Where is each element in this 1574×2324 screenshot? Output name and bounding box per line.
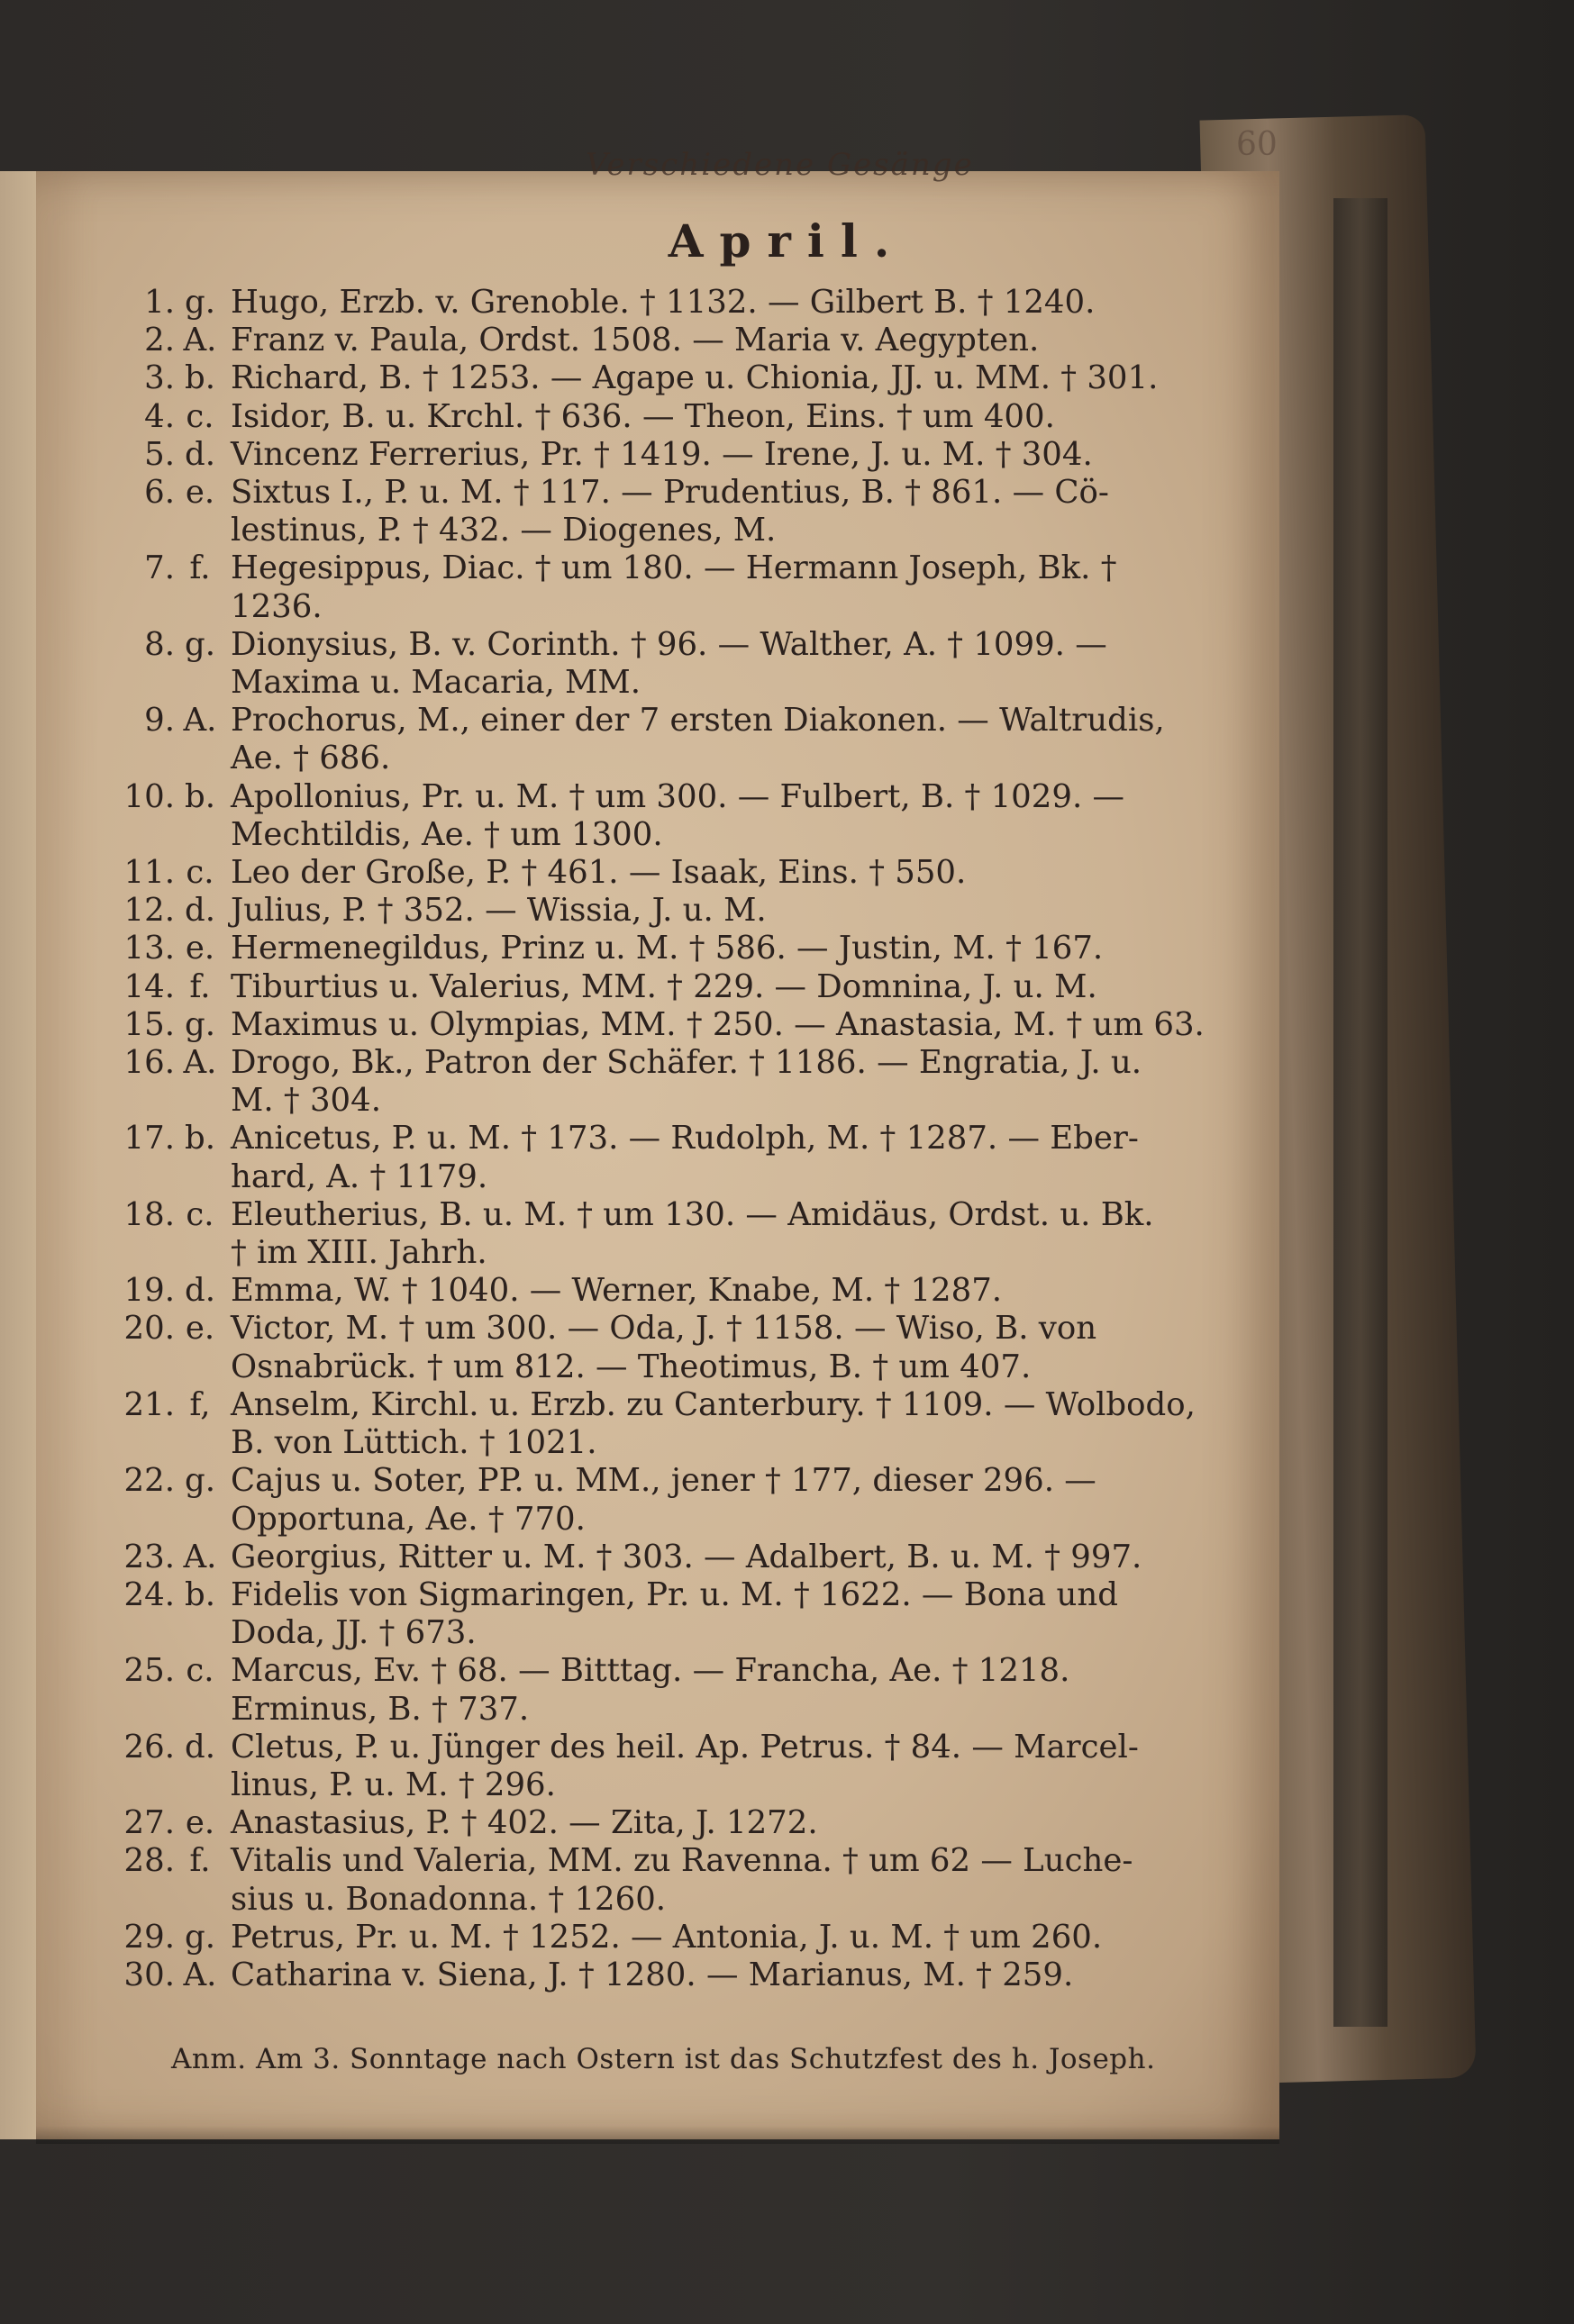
saints-text-line: Fidelis von Sigmaringen, Pr. u. M. † 1622. — Bona und	[231, 1575, 1118, 1613]
day-number: 7.	[144, 549, 175, 587]
saints-text-line: Doda, JJ. † 673.	[231, 1614, 477, 1652]
day-number: 10.	[123, 777, 175, 815]
calendar-entry	[106, 1006, 1233, 1044]
saints-text-line: Sixtus I., P. u. M. † 117. — Prudentius, B. † 861. — Cö-	[231, 474, 1109, 512]
saints-text	[231, 359, 1217, 397]
saints-text-line: Hegesippus, Diac. † um 180. — Hermann Joseph, Bk. † 1236.	[231, 549, 1117, 625]
calendar-entry	[106, 892, 1233, 930]
saints-text	[231, 1044, 1217, 1120]
day-number: 19.	[123, 1272, 175, 1310]
saints-text-line: Cajus u. Soter, PP. u. MM., jener † 177, dieser 296. —	[231, 1462, 1096, 1500]
saints-text-line: Maxima u. Macaria, MM.	[231, 664, 641, 702]
saints-text-line: hard, A. † 1179.	[231, 1157, 488, 1195]
saints-text	[231, 1956, 1217, 1994]
calendar-entry	[106, 359, 1233, 397]
saints-text	[231, 1386, 1217, 1462]
saints-text-line: Vincenz Ferrerius, Pr. † 1419. — Irene, J. u. M. † 304.	[231, 435, 1093, 473]
day-number: 12.	[123, 892, 175, 930]
day-number: 22.	[123, 1462, 175, 1500]
day-number: 3.	[144, 359, 175, 397]
calendar-entry	[106, 626, 1233, 702]
calendar-entry	[106, 474, 1233, 549]
saints-text-line: Franz v. Paula, Ordst. 1508. — Maria v. Aegypten.	[231, 322, 1040, 359]
calendar-entry	[106, 322, 1233, 359]
dominical-letter: c.	[186, 1195, 214, 1233]
saints-text	[231, 474, 1217, 549]
saints-text-line: Catharina v. Siena, J. † 1280. — Marianus, M. † 259.	[231, 1956, 1074, 1993]
dominical-letter: d.	[184, 435, 215, 473]
calendar-entry	[106, 398, 1233, 436]
saints-text-line: Emma, W. † 1040. — Werner, Knabe, M. † 1287.	[231, 1272, 1003, 1310]
day-number: 17.	[123, 1120, 175, 1157]
saints-text	[231, 854, 1217, 892]
calendar-entry	[106, 930, 1233, 967]
saints-text	[231, 968, 1217, 1006]
saints-text	[231, 322, 1217, 359]
saints-text-line: Marcus, Ev. † 68. — Bitttag. — Francha, Ae. † 1218.	[231, 1652, 1070, 1690]
dominical-letter: e.	[185, 1804, 215, 1842]
dominical-letter: e.	[185, 474, 215, 512]
calendar-entry	[106, 1729, 1233, 1804]
saints-text	[231, 1576, 1217, 1652]
day-number: 5.	[144, 435, 175, 473]
day-number: 15.	[123, 1005, 175, 1043]
dominical-letter: c.	[186, 397, 214, 435]
saints-text	[231, 1006, 1217, 1044]
dominical-letter: c.	[186, 1652, 214, 1690]
saints-text-line: † im XIII. Jahrh.	[231, 1234, 487, 1272]
calendar-entry	[106, 1956, 1233, 1994]
dominical-letter: e.	[185, 1310, 215, 1348]
day-number: 16.	[123, 1044, 175, 1082]
saints-text-line: Isidor, B. u. Krchl. † 636. — Theon, Eins. † um 400.	[231, 397, 1055, 435]
saints-text-line: Vitalis und Valeria, MM. zu Ravenna. † um 62 — Luche-	[231, 1842, 1133, 1880]
saints-text	[231, 702, 1217, 777]
day-number: 18.	[123, 1195, 175, 1233]
saints-text-line: B. von Lüttich. † 1021.	[231, 1424, 597, 1462]
dominical-letter: f.	[189, 967, 211, 1005]
day-number: 24.	[123, 1575, 175, 1613]
saints-text	[231, 1919, 1217, 1956]
saints-text	[231, 1120, 1217, 1195]
saints-text	[231, 1272, 1217, 1310]
dominical-letter: A.	[183, 1044, 217, 1082]
saints-text-line: Anicetus, P. u. M. † 173. — Rudolph, M. † 1287. — Eber-	[231, 1120, 1139, 1157]
calendar-entry	[106, 1310, 1233, 1385]
saints-text-line: Ae. † 686.	[231, 740, 391, 777]
calendar-entry	[106, 549, 1233, 625]
saints-text	[231, 1842, 1217, 1918]
dominical-letter: A.	[183, 1956, 217, 1993]
dominical-letter: d.	[184, 1728, 215, 1766]
saints-text-line: Tiburtius u. Valerius, MM. † 229. — Domnina, J. u. M.	[231, 967, 1097, 1005]
dominical-letter: g.	[184, 1918, 215, 1956]
saints-text	[231, 1539, 1217, 1576]
footnote: Anm. Am 3. Sonntage nach Ostern ist das Schutzfest des h. Joseph.	[171, 2043, 1156, 2075]
day-number: 11.	[123, 854, 175, 892]
saints-text	[231, 284, 1217, 322]
dominical-letter: f.	[189, 1842, 211, 1880]
calendar-entry	[106, 1462, 1233, 1538]
calendar-entry	[106, 968, 1233, 1006]
day-number: 9.	[144, 702, 175, 740]
day-number: 1.	[144, 284, 175, 321]
saints-text	[231, 1310, 1217, 1385]
calendar-entry	[106, 1272, 1233, 1310]
dominical-letter: b.	[184, 1120, 215, 1157]
saints-text-line: Julius, P. † 352. — Wissia, J. u. M.	[231, 892, 767, 930]
saints-text	[231, 778, 1217, 854]
day-number: 6.	[144, 474, 175, 512]
saints-text-line: Drogo, Bk., Patron der Schäfer. † 1186. — Engratia, J. u.	[231, 1044, 1142, 1082]
calendar-entry	[106, 1804, 1233, 1842]
calendar-entry	[106, 1919, 1233, 1956]
dominical-letter: f,	[189, 1385, 211, 1423]
saints-text-line: Richard, B. † 1253. — Agape u. Chionia, JJ. u. MM. † 301.	[231, 359, 1159, 397]
dominical-letter: g.	[184, 1462, 215, 1500]
calendar-entry	[106, 702, 1233, 777]
day-number: 13.	[123, 930, 175, 967]
day-number: 8.	[144, 625, 175, 663]
day-number: 30.	[123, 1956, 175, 1993]
dominical-letter: g.	[184, 625, 215, 663]
dominical-letter: A.	[183, 702, 217, 740]
saints-text-line: Cletus, P. u. Jünger des heil. Ap. Petrus. † 84. — Marcel-	[231, 1728, 1139, 1766]
calendar-entry	[106, 1539, 1233, 1576]
calendar-entry	[106, 1120, 1233, 1195]
saints-text	[231, 626, 1217, 702]
saints-text	[231, 549, 1217, 625]
dominical-letter: d.	[184, 892, 215, 930]
page-bottom-shadow	[36, 2126, 1279, 2144]
day-number: 25.	[123, 1652, 175, 1690]
saints-text	[231, 1462, 1217, 1538]
dominical-letter: g.	[184, 284, 215, 321]
running-header: Verschiedene Gesänge	[586, 147, 974, 183]
saints-text	[231, 930, 1217, 967]
dominical-letter: A.	[183, 1538, 217, 1575]
saints-text-line: Erminus, B. † 737.	[231, 1690, 530, 1728]
calendar-entry	[106, 1044, 1233, 1120]
saints-text-line: Petrus, Pr. u. M. † 1252. — Antonia, J. u. M. † um 260.	[231, 1918, 1103, 1956]
dominical-letter: d.	[184, 1272, 215, 1310]
month-title: April.	[668, 214, 906, 268]
calendar-entry	[106, 778, 1233, 854]
saints-text-line: Dionysius, B. v. Corinth. † 96. — Walther, A. † 1099. —	[231, 625, 1107, 663]
calendar-entry	[106, 1576, 1233, 1652]
saints-text-line: sius u. Bonadonna. † 1260.	[231, 1880, 667, 1918]
calendar-entry	[106, 1386, 1233, 1462]
saints-text-line: lestinus, P. † 432. — Diogenes, M.	[231, 512, 777, 549]
dominical-letter: e.	[185, 930, 215, 967]
saints-text-line: Eleutherius, B. u. M. † um 130. — Amidäus, Ordst. u. Bk.	[231, 1195, 1154, 1233]
calendar-entry	[106, 1842, 1233, 1918]
book-cover-edge	[1333, 198, 1387, 2027]
day-number: 20.	[123, 1310, 175, 1348]
saints-text	[231, 1729, 1217, 1804]
page-number: 60	[1236, 126, 1278, 163]
dominical-letter: b.	[184, 777, 215, 815]
saints-text-line: Maximus u. Olympias, MM. † 250. — Anastasia, M. † um 63.	[231, 1005, 1205, 1043]
saints-text-line: Mechtildis, Ae. † um 1300.	[231, 815, 663, 853]
saints-text-line: Victor, M. † um 300. — Oda, J. † 1158. — Wiso, B. von	[231, 1310, 1097, 1348]
dominical-letter: c.	[186, 854, 214, 892]
saints-text-line: Osnabrück. † um 812. — Theotimus, B. † um 407.	[231, 1348, 1032, 1385]
calendar-entry	[106, 854, 1233, 892]
saints-text-line: M. † 304.	[231, 1082, 381, 1120]
saints-text	[231, 1196, 1217, 1272]
calendar-entry	[106, 436, 1233, 474]
day-number: 14.	[123, 967, 175, 1005]
saints-text-line: Anastasius, P. † 402. — Zita, J. 1272.	[231, 1804, 818, 1842]
day-number: 29.	[123, 1918, 175, 1956]
dominical-letter: b.	[184, 359, 215, 397]
saints-text-line: Hermenegildus, Prinz u. M. † 586. — Justin, M. † 167.	[231, 930, 1104, 967]
dominical-letter: b.	[184, 1575, 215, 1613]
saints-text-line: Prochorus, M., einer der 7 ersten Diakonen. — Waltrudis,	[231, 702, 1165, 740]
dominical-letter: f.	[189, 549, 211, 587]
day-number: 21.	[123, 1385, 175, 1423]
calendar-entry	[106, 1652, 1233, 1728]
day-number: 2.	[144, 322, 175, 359]
saints-text	[231, 1804, 1217, 1842]
day-number: 4.	[144, 397, 175, 435]
dominical-letter: g.	[184, 1005, 215, 1043]
day-number: 28.	[123, 1842, 175, 1880]
saints-text-line: linus, P. u. M. † 296.	[231, 1766, 556, 1803]
day-number: 23.	[123, 1538, 175, 1575]
saints-text-line: Apollonius, Pr. u. M. † um 300. — Fulbert, B. † 1029. —	[231, 777, 1125, 815]
saints-text	[231, 436, 1217, 474]
saints-text	[231, 892, 1217, 930]
saints-text-line: Hugo, Erzb. v. Grenoble. † 1132. — Gilbert B. † 1240.	[231, 284, 1096, 321]
saints-text	[231, 1652, 1217, 1728]
calendar-entry	[106, 284, 1233, 322]
calendar-entry	[106, 1196, 1233, 1272]
saints-text-line: Opportuna, Ae. † 770.	[231, 1500, 586, 1538]
saints-text-line: Georgius, Ritter u. M. † 303. — Adalbert, B. u. M. † 997.	[231, 1538, 1142, 1575]
day-number: 27.	[123, 1804, 175, 1842]
saints-text-line: Leo der Große, P. † 461. — Isaak, Eins. † 550.	[231, 854, 967, 892]
day-number: 26.	[123, 1728, 175, 1766]
saints-text	[231, 398, 1217, 436]
calendar-entries	[106, 284, 1233, 1994]
saints-text-line: Anselm, Kirchl. u. Erzb. zu Canterbury. † 1109. — Wolbodo,	[231, 1385, 1196, 1423]
dominical-letter: A.	[183, 322, 217, 359]
